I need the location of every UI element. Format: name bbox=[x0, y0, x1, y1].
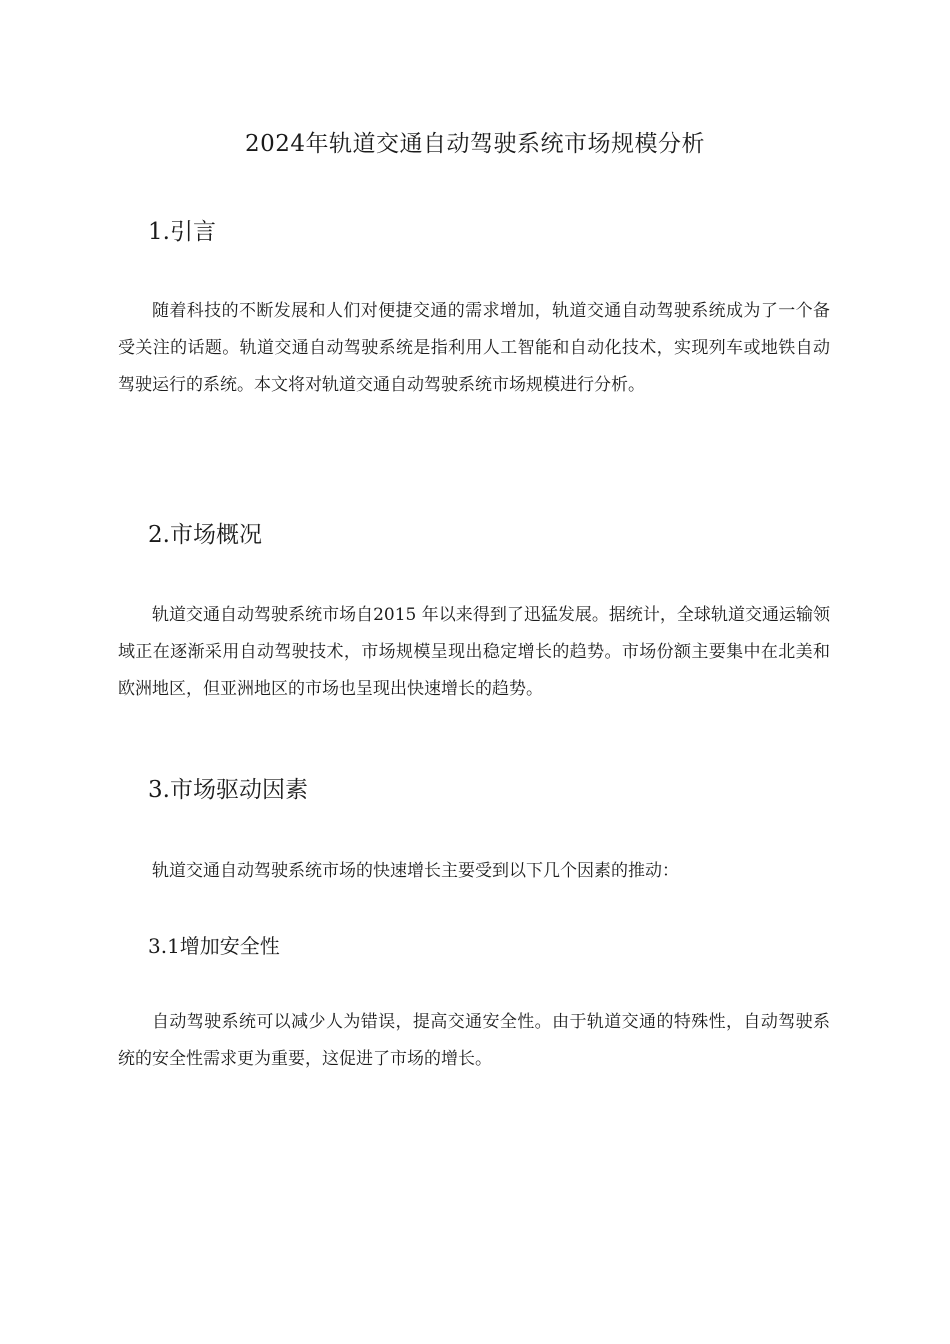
section-heading-market-overview: 2.市场概况 bbox=[148, 522, 262, 548]
document-title: 2024年轨道交通自动驾驶系统市场规模分析 bbox=[244, 131, 706, 157]
section-paragraph-safety: 自动驾驶系统可以减少人为错误，提高交通安全性。由于轨道交通的特殊性，自动驾驶系统的安全性需求更为重要，这促进了市场的增长。 bbox=[118, 1012, 830, 1069]
section-heading-market-drivers: 3.市场驱动因素 bbox=[148, 777, 308, 803]
section-paragraph-market-overview: 轨道交通自动驾驶系统市场自2015 年以来得到了迅猛发展。据统计，全球轨道交通运输领域正在逐渐采用自动驾驶技术，市场规模呈现出稳定增长的趋势。市场份额主要集中在北美和欧洲地区，但亚洲地区的市场也呈现出快速增长的趋势。 bbox=[118, 605, 830, 699]
section-heading-safety: 3.1增加安全性 bbox=[148, 934, 280, 958]
section-heading-introduction: 1.引言 bbox=[148, 219, 216, 245]
section-paragraph-market-drivers: 轨道交通自动驾驶系统市场的快速增长主要受到以下几个因素的推动： bbox=[152, 861, 679, 881]
section-paragraph-introduction: 随着科技的不断发展和人们对便捷交通的需求增加，轨道交通自动驾驶系统成为了一个备受关注的话题。轨道交通自动驾驶系统是指利用人工智能和自动化技术，实现列车或地铁自动驾驶运行的系统。本文将对轨道交通自动驾驶系统市场规模进行分析。 bbox=[118, 301, 830, 395]
